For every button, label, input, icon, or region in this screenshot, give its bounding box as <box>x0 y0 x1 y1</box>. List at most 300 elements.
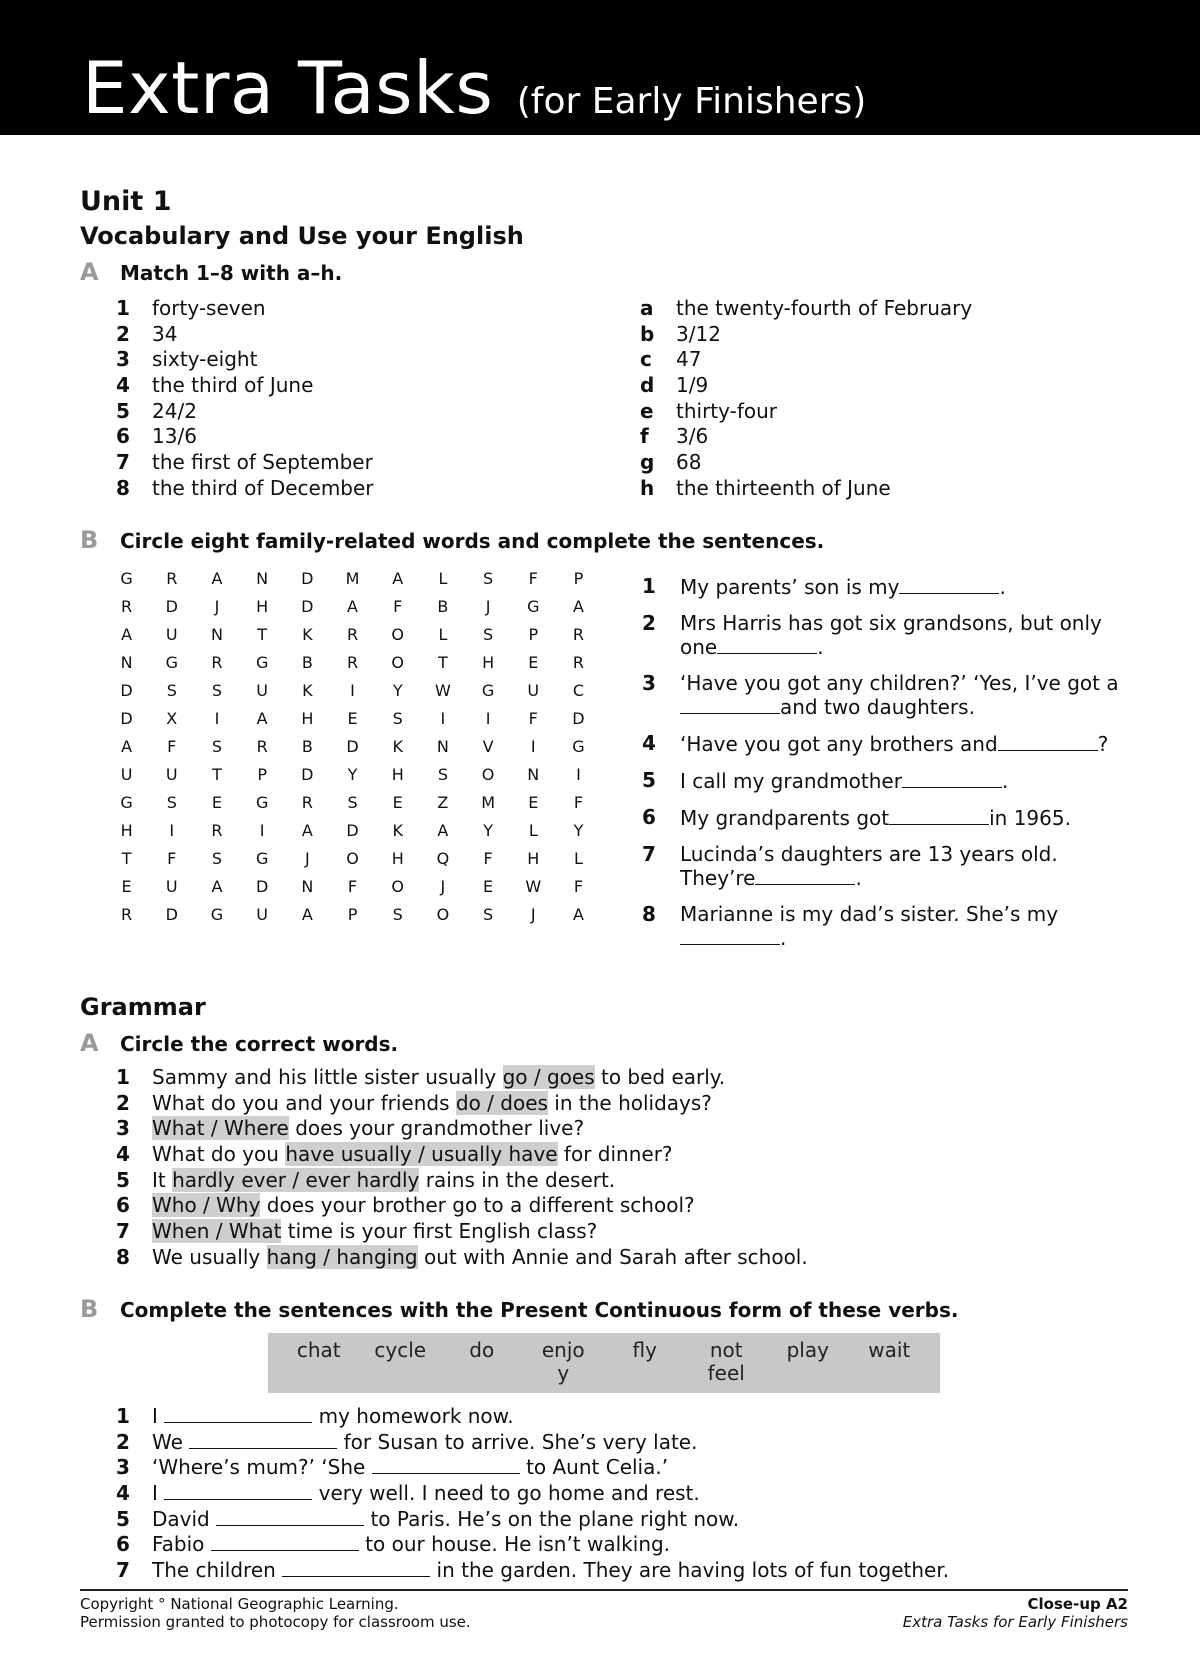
item-text: the twenty-fourth of February <box>676 296 973 320</box>
sentence-item <box>642 575 1122 599</box>
grid-letter: R <box>572 625 585 644</box>
item-number: 3 <box>116 347 130 372</box>
grid-letter: P <box>573 569 584 588</box>
text-after: rains in the desert. <box>419 1167 616 1192</box>
grid-letter: U <box>256 905 269 924</box>
fill-item <box>116 1481 949 1507</box>
match-item <box>640 347 972 373</box>
sentence-item <box>642 903 1122 950</box>
grid-letter: I <box>576 765 581 784</box>
answer-blank <box>211 1532 359 1551</box>
match-item <box>640 476 972 502</box>
grid-letter: A <box>392 569 404 588</box>
grid-letter: U <box>256 681 269 700</box>
item-text: 68 <box>676 450 702 475</box>
grid-letter: M <box>481 793 495 812</box>
item-number: 4 <box>116 1142 130 1167</box>
grammar-item <box>116 1168 808 1194</box>
grid-letter: D <box>346 737 359 756</box>
grid-letter: L <box>528 821 538 840</box>
fill-item <box>116 1430 949 1456</box>
text-before: What do you <box>152 1142 286 1167</box>
grid-letter: R <box>211 653 223 672</box>
grid-letter: F <box>573 793 584 812</box>
grid-letter: I <box>530 737 536 756</box>
family-sentences <box>642 575 1122 963</box>
grid-letter: I <box>214 709 220 728</box>
word-choice: What / Where <box>152 1116 289 1141</box>
grid-letter: X <box>166 709 178 728</box>
grid-letter: U <box>527 681 540 700</box>
grid-letter: G <box>255 793 269 812</box>
text-before: David <box>152 1506 210 1531</box>
sentence-end: . <box>999 575 1006 599</box>
grid-letter: U <box>165 765 178 784</box>
grid-letter: Y <box>392 681 403 700</box>
match-item <box>116 296 374 322</box>
grid-letter: J <box>440 877 446 896</box>
grid-letter: P <box>347 905 358 924</box>
grid-letter: P <box>528 625 539 644</box>
grid-letter: O <box>391 653 405 672</box>
item-number: 5 <box>642 768 656 792</box>
grid-letter: A <box>301 821 313 840</box>
match-list-letters <box>640 296 972 502</box>
grid-letter: F <box>347 877 358 896</box>
grid-letter: E <box>121 877 132 896</box>
item-number: 2 <box>116 1090 130 1115</box>
verb-word <box>849 1339 931 1387</box>
grid-letter: U <box>165 877 178 896</box>
verb-word <box>767 1339 849 1387</box>
grid-letter: W <box>434 681 451 700</box>
grid-letter: B <box>301 653 313 672</box>
task-letter: A <box>80 1029 99 1057</box>
task-letter: B <box>80 526 99 554</box>
sentence-start: Marianne is my dad’s sister. She’s my <box>680 902 1059 926</box>
text-after: to Aunt Celia.’ <box>526 1455 669 1480</box>
grid-letter: J <box>214 597 220 616</box>
grid-letter: S <box>483 569 494 588</box>
item-text: forty-seven <box>152 296 266 320</box>
grid-letter: Y <box>483 821 493 840</box>
text-after: my homework now. <box>318 1404 514 1428</box>
grid-letter: G <box>120 793 133 812</box>
task-instruction: Match 1–8 with a–h. <box>120 261 343 285</box>
grid-letter: A <box>211 569 223 588</box>
grid-letter: O <box>481 765 495 784</box>
item-number: 1 <box>116 1404 130 1428</box>
grid-letter: D <box>165 905 178 924</box>
grid-letter: L <box>574 849 583 868</box>
answer-blank <box>889 806 989 825</box>
grammar-item <box>116 1219 808 1245</box>
sentence-start: I call my grandmother <box>680 769 902 793</box>
sentence-end: and two daughters. <box>780 695 975 719</box>
word-choice: hardly ever / ever hardly <box>172 1167 420 1192</box>
match-item <box>640 296 972 322</box>
grid-letter: Y <box>347 765 358 784</box>
grid-letter: H <box>120 821 133 840</box>
match-item <box>116 450 374 476</box>
grid-letter: I <box>350 681 355 700</box>
grid-letter: O <box>436 905 450 924</box>
item-number: 8 <box>116 475 130 500</box>
sentence-start: Lucinda’s daughters are 13 years old. They’re <box>680 842 1058 890</box>
grid-letter: D <box>572 709 585 728</box>
text-before: Fabio <box>152 1532 205 1557</box>
grid-letter: A <box>256 709 268 728</box>
grid-letter: F <box>573 877 584 896</box>
grid-letter: G <box>120 569 133 588</box>
verb-word <box>360 1339 442 1387</box>
verb-text: wait <box>868 1338 911 1362</box>
grid-letter: J <box>485 597 491 616</box>
item-number: d <box>640 373 655 398</box>
sentence-end: ? <box>1097 732 1109 756</box>
grid-letter: H <box>482 653 495 672</box>
match-item <box>640 424 972 450</box>
grid-letter: G <box>527 597 540 616</box>
grammar-task-b <box>80 1295 959 1323</box>
grid-letter: S <box>483 625 494 644</box>
grid-letter: J <box>530 905 536 924</box>
item-number: e <box>640 398 654 423</box>
answer-blank <box>717 635 817 654</box>
grid-letter: I <box>440 709 446 728</box>
grid-letter: T <box>438 653 448 672</box>
grammar-heading: Grammar <box>80 993 206 1021</box>
unit-title: Unit 1 <box>80 186 172 217</box>
item-number: 7 <box>116 1558 130 1583</box>
grid-row <box>104 901 601 929</box>
grid-letter: N <box>210 625 223 644</box>
sentence-start: My parents’ son is my <box>680 575 900 599</box>
grid-letter: F <box>528 709 538 728</box>
verb-text: fly <box>632 1338 657 1362</box>
sentence-start: My grandparents got <box>680 806 890 830</box>
grid-letter: S <box>437 765 448 784</box>
sentence-end: . <box>855 866 862 890</box>
match-item <box>640 373 972 399</box>
grid-letter: K <box>302 625 313 644</box>
answer-blank <box>998 732 1098 751</box>
text-before: We <box>152 1429 183 1454</box>
grid-letter: G <box>165 653 178 672</box>
grid-row <box>104 621 601 649</box>
word-choice: hang / hanging <box>266 1244 418 1269</box>
sentence-item <box>642 769 1122 793</box>
word-choice: When / What <box>152 1219 282 1244</box>
grid-letter: G <box>481 681 495 700</box>
match-item <box>116 347 374 373</box>
sentence-start: Mrs Harris has got six grandsons, but only one <box>680 611 1102 659</box>
match-item <box>640 399 972 425</box>
grid-letter: R <box>166 569 178 588</box>
footer-divider <box>80 1589 1128 1591</box>
grid-letter: E <box>528 653 539 672</box>
item-text: the thirteenth of June <box>676 475 891 500</box>
grid-row <box>104 761 601 789</box>
sentence-end: . <box>817 635 824 659</box>
grid-letter: S <box>166 681 177 700</box>
grid-letter: E <box>528 793 539 812</box>
grid-row <box>104 677 601 705</box>
grid-row <box>104 845 601 873</box>
grid-letter: A <box>121 737 133 756</box>
item-number: 4 <box>116 373 130 398</box>
text-before: I <box>152 1481 158 1506</box>
grid-letter: B <box>301 737 313 756</box>
item-text: thirty-four <box>676 398 778 423</box>
word-choice: have usually / usually have <box>285 1142 558 1167</box>
sentence-item <box>642 732 1122 756</box>
grid-letter: L <box>438 569 448 588</box>
grid-letter: D <box>120 709 133 728</box>
fill-item <box>116 1455 949 1481</box>
item-number: 6 <box>642 805 656 829</box>
fill-item <box>116 1532 949 1558</box>
circle-words-list <box>116 1065 808 1271</box>
grid-letter: A <box>572 597 584 616</box>
item-number: c <box>640 347 652 372</box>
text-after: for Susan to arrive. She’s very late. <box>343 1429 698 1454</box>
grid-letter: D <box>255 877 269 896</box>
grid-letter: Y <box>573 821 584 840</box>
grid-letter: S <box>211 681 223 700</box>
verb-word <box>523 1339 605 1387</box>
sentence-item <box>642 843 1122 890</box>
verb-word <box>278 1339 360 1387</box>
item-number: a <box>640 296 654 320</box>
grid-letter: N <box>436 737 449 756</box>
grid-letter: E <box>211 793 223 812</box>
text-after: very well. I need to go home and rest. <box>318 1481 700 1506</box>
grid-letter: J <box>304 849 310 868</box>
grid-letter: H <box>301 709 314 728</box>
item-number: 3 <box>116 1455 130 1480</box>
item-number: g <box>640 450 655 475</box>
grid-letter: R <box>572 653 585 672</box>
answer-blank <box>164 1404 312 1423</box>
grammar-item <box>116 1193 808 1219</box>
grid-letter: T <box>212 765 222 784</box>
grid-letter: K <box>392 821 403 840</box>
fill-item <box>116 1558 949 1584</box>
grid-letter: L <box>438 625 448 644</box>
grid-letter: A <box>211 877 223 896</box>
grid-letter: R <box>211 821 223 840</box>
grid-letter: N <box>120 653 133 672</box>
text-before: We usually <box>152 1244 267 1269</box>
sentence-end: . <box>1001 769 1009 793</box>
title-subtitle: (for Early Finishers) <box>516 81 867 122</box>
vocab-task-a <box>80 258 342 286</box>
grid-letter: U <box>120 765 133 784</box>
verb-word <box>604 1339 686 1387</box>
word-choice: do / does <box>455 1090 548 1115</box>
permission-text: Permission granted to photocopy for classroom use. <box>80 1613 471 1631</box>
present-continuous-list <box>116 1404 949 1584</box>
grammar-item <box>116 1065 808 1091</box>
grid-letter: E <box>347 709 358 728</box>
grid-letter: P <box>257 765 267 784</box>
item-number: 8 <box>642 902 656 926</box>
answer-blank <box>216 1507 364 1526</box>
grid-letter: R <box>346 653 359 672</box>
grid-letter: H <box>527 849 540 868</box>
grid-letter: A <box>437 821 449 840</box>
grid-letter: H <box>391 765 404 784</box>
grid-letter: W <box>525 877 542 896</box>
grid-letter: R <box>346 625 359 644</box>
answer-blank <box>755 866 855 885</box>
sentence-item <box>642 672 1122 719</box>
sentence-item <box>642 806 1122 830</box>
verb-text: chat <box>296 1338 341 1362</box>
grid-letter: B <box>437 597 449 616</box>
item-text: the third of December <box>152 475 374 500</box>
grid-letter: A <box>572 905 584 924</box>
grid-row <box>104 733 601 761</box>
grid-letter: D <box>301 765 314 784</box>
page-title <box>82 45 866 145</box>
item-number: 6 <box>116 424 130 449</box>
grid-letter: N <box>256 569 269 588</box>
grid-letter: K <box>302 681 313 700</box>
grammar-item <box>116 1142 808 1168</box>
verb-text: cycle <box>374 1338 427 1362</box>
grid-letter: S <box>392 709 403 728</box>
grid-letter: I <box>169 821 175 840</box>
item-text: 3/12 <box>676 321 721 346</box>
grid-letter: S <box>392 905 403 924</box>
grid-row <box>104 873 601 901</box>
match-item <box>640 322 972 348</box>
verb-word <box>686 1339 768 1387</box>
item-number: 4 <box>642 731 656 755</box>
item-number: 2 <box>642 611 656 635</box>
answer-blank <box>902 769 1002 788</box>
grid-letter: S <box>211 737 223 756</box>
item-number: 2 <box>116 1429 130 1454</box>
grid-letter: F <box>393 597 403 616</box>
grid-row <box>104 649 601 677</box>
grid-letter: S <box>211 849 223 868</box>
grid-row <box>104 565 601 593</box>
grid-letter: O <box>391 877 405 896</box>
grid-letter: R <box>121 597 133 616</box>
grid-letter: K <box>392 737 403 756</box>
task-instruction: Complete the sentences with the Present Continuous form of these verbs. <box>120 1298 959 1322</box>
text-after: does your grandmother live? <box>288 1116 585 1141</box>
copyright-text: Copyright ° National Geographic Learning. <box>80 1595 399 1613</box>
text-before: It <box>152 1167 173 1192</box>
match-item <box>116 399 374 425</box>
item-number: 7 <box>116 450 130 475</box>
text-after: does your brother go to a different school? <box>260 1193 695 1218</box>
item-text: the third of June <box>152 373 314 398</box>
grid-letter: F <box>528 569 538 588</box>
item-number: 3 <box>642 671 656 695</box>
grid-letter: Q <box>436 849 450 868</box>
vocab-task-b <box>80 526 824 554</box>
item-number: f <box>640 424 649 449</box>
text-after: in the garden. They are having lots of fun together. <box>436 1558 950 1583</box>
grid-letter: F <box>167 737 177 756</box>
fill-item <box>116 1404 949 1430</box>
text-after: time is your first English class? <box>281 1219 598 1244</box>
match-item <box>116 476 374 502</box>
item-number: 2 <box>116 321 130 346</box>
match-item <box>116 373 374 399</box>
grid-letter: S <box>483 905 494 924</box>
grid-letter: E <box>392 793 403 812</box>
item-number: 6 <box>116 1532 130 1557</box>
footer-book-info <box>903 1595 1128 1631</box>
text-after: for dinner? <box>557 1142 673 1167</box>
item-text: sixty-eight <box>152 347 258 372</box>
text-after: in the holidays? <box>547 1090 712 1115</box>
item-number: 8 <box>116 1244 130 1269</box>
grid-letter: T <box>121 849 132 868</box>
task-instruction: Circle eight family-related words and complete the sentences. <box>120 529 825 553</box>
item-number: 3 <box>116 1116 130 1141</box>
grid-letter: C <box>572 681 585 700</box>
verb-text: play <box>786 1338 829 1362</box>
grid-letter: G <box>255 653 269 672</box>
grid-letter: U <box>165 625 178 644</box>
grid-letter: D <box>120 681 133 700</box>
item-number: 1 <box>116 1065 130 1089</box>
grammar-task-a <box>80 1029 398 1057</box>
text-after: to bed early. <box>594 1065 726 1089</box>
text-before: The children <box>152 1558 276 1583</box>
grid-row <box>104 817 601 845</box>
grid-letter: O <box>346 849 359 868</box>
answer-blank <box>189 1430 337 1449</box>
verb-word <box>441 1339 523 1387</box>
book-title: Close-up A2 <box>1027 1595 1128 1613</box>
item-text: 1/9 <box>676 373 709 398</box>
grid-letter: D <box>165 597 178 616</box>
fill-item <box>116 1507 949 1533</box>
grid-letter: E <box>483 877 494 896</box>
grid-letter: S <box>347 793 358 812</box>
verb-text: not feel <box>707 1338 745 1385</box>
grid-letter: S <box>166 793 177 812</box>
answer-blank <box>680 926 780 945</box>
vocabulary-heading: Vocabulary and Use your English <box>80 222 524 250</box>
grid-letter: I <box>485 709 491 728</box>
text-before: ‘Where’s mum?’ ‘She <box>152 1455 366 1480</box>
grid-letter: A <box>301 905 313 924</box>
item-number: 5 <box>116 398 130 423</box>
item-text: 47 <box>676 347 702 372</box>
answer-blank <box>164 1481 312 1500</box>
grid-letter: Z <box>437 793 449 812</box>
grid-letter: M <box>345 569 360 588</box>
item-number: 1 <box>642 574 656 598</box>
grid-letter: I <box>259 821 265 840</box>
text-after: out with Annie and Sarah after school. <box>417 1244 808 1269</box>
item-number: 1 <box>116 296 130 320</box>
match-item <box>116 322 374 348</box>
grid-letter: R <box>121 905 133 924</box>
item-text: 3/6 <box>676 424 709 449</box>
word-choice: go / goes <box>502 1065 595 1089</box>
grammar-item <box>116 1091 808 1117</box>
